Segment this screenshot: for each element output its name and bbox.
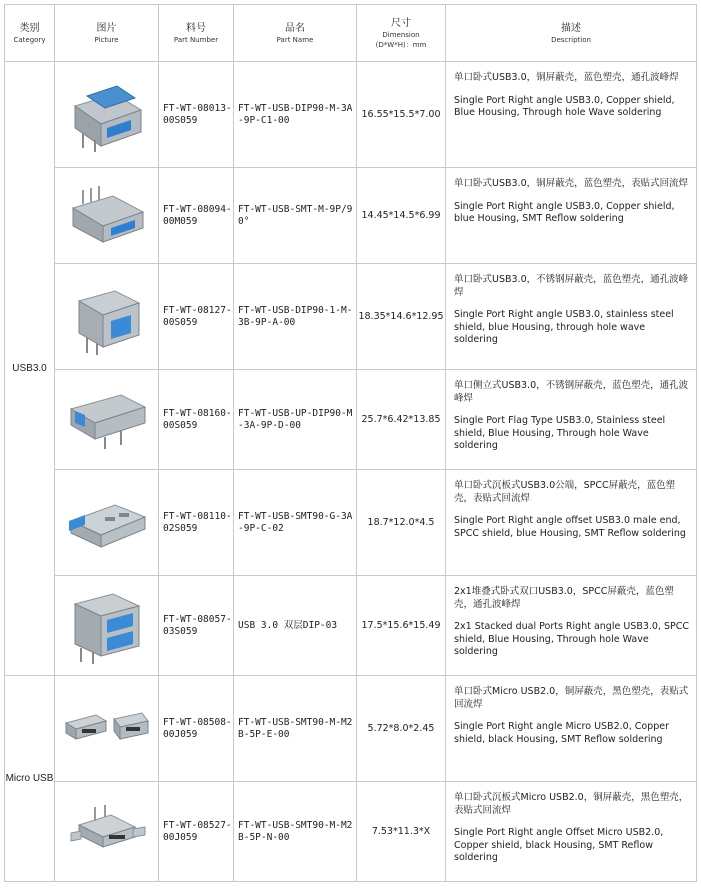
part-number: FT-WT-08057-03S059 xyxy=(159,576,234,676)
part-name: FT-WT-USB-UP-DIP90-M-3A-9P-D-00 xyxy=(234,370,357,470)
dimension: 18.7*12.0*4.5 xyxy=(357,470,446,576)
part-number: FT-WT-08094-00M059 xyxy=(159,168,234,264)
picture-cell xyxy=(55,168,159,264)
table-row xyxy=(5,576,697,676)
table-row xyxy=(5,370,697,470)
spec-table xyxy=(4,4,697,882)
usb3-b-connector-icon xyxy=(55,277,158,357)
part-number: FT-WT-08110-02S059 xyxy=(159,470,234,576)
header-category: 类别 Category xyxy=(5,5,55,62)
table-row xyxy=(5,62,697,168)
description-en: Single Port Right angle offset USB3.0 male end, SPCC shield, blue Housing, SMT Reflow soldering xyxy=(454,515,686,539)
description-cn: 单口卧式USB3.0，铜屏蔽壳，蓝色塑壳，表贴式回流焊 xyxy=(454,178,689,189)
description-cn: 单口卧式USB3.0，不锈钢屏蔽壳，蓝色塑壳，通孔波峰焊 xyxy=(454,274,689,298)
part-name: FT-WT-USB-SMT90-G-3A-9P-C-02 xyxy=(234,470,357,576)
table-row xyxy=(5,676,697,782)
dimension: 17.5*15.6*15.49 xyxy=(357,576,446,676)
description-en: Single Port Flag Type USB3.0, Stainless steel shield, Blue Housing, Through hole Wave soldering xyxy=(454,415,666,451)
description xyxy=(446,470,697,576)
description-cn: 单口卧式USB3.0，铜屏蔽壳，蓝色塑壳，通孔波峰焊 xyxy=(454,72,679,83)
micro-usb-offset-icon xyxy=(55,799,158,865)
dimension: 7.53*11.3*X xyxy=(357,782,446,882)
description xyxy=(446,264,697,370)
header-part-number: 料号 Part Number xyxy=(159,5,234,62)
usb3-smt-connector-icon xyxy=(55,180,158,252)
description xyxy=(446,62,697,168)
picture-cell xyxy=(55,62,159,168)
picture-cell xyxy=(55,264,159,370)
description-en: 2x1 Stacked dual Ports Right angle USB3.0, SPCC shield, Blue Housing, Through hole Wave soldering xyxy=(454,621,690,657)
dimension: 18.35*14.6*12.95 xyxy=(357,264,446,370)
header-part-name: 品名 Part Name xyxy=(234,5,357,62)
description-cn: 单口卧式沉板式Micro USB2.0，铜屏蔽壳，黑色塑壳，表贴式回流焊 xyxy=(454,792,689,816)
usb3-male-connector-icon xyxy=(55,487,158,559)
description xyxy=(446,676,697,782)
usb3-stacked-connector-icon xyxy=(55,586,158,666)
category-micro-usb: Micro USB xyxy=(5,676,55,882)
description-cn: 单口卧式Micro USB2.0，铜屏蔽壳，黑色塑壳，表贴式回流焊 xyxy=(454,686,689,710)
description xyxy=(446,782,697,882)
description-en: Single Port Right angle Micro USB2.0, Copper shield, black Housing, SMT Reflow soldering xyxy=(454,721,669,745)
part-name: FT-WT-USB-SMT-M-9P/90° xyxy=(234,168,357,264)
usb3-dip-connector-icon xyxy=(55,76,158,154)
part-name: FT-WT-USB-SMT90-M-M2B-5P-N-00 xyxy=(234,782,357,882)
picture-cell xyxy=(55,470,159,576)
header-dimension: 尺寸 Dimension (D*W*H)：mm xyxy=(357,5,446,62)
part-number: FT-WT-08527-00J059 xyxy=(159,782,234,882)
table-row xyxy=(5,168,697,264)
dimension: 14.45*14.5*6.99 xyxy=(357,168,446,264)
header-picture: 图片 Picture xyxy=(55,5,159,62)
header-description: 描述 Description xyxy=(446,5,697,62)
table-row xyxy=(5,782,697,882)
category-usb3: USB3.0 xyxy=(5,62,55,676)
description-en: Single Port Right angle USB3.0, Copper shield, Blue Housing, Through hole Wave soldering xyxy=(454,94,675,118)
part-name: FT-WT-USB-DIP90-1-M-3B-9P-A-00 xyxy=(234,264,357,370)
picture-cell xyxy=(55,676,159,782)
dimension: 5.72*8.0*2.45 xyxy=(357,676,446,782)
part-name: USB 3.0 双层DIP-03 xyxy=(234,576,357,676)
picture-cell xyxy=(55,370,159,470)
description-en: Single Port Right angle USB3.0, Copper shield, blue Housing, SMT Reflow soldering xyxy=(454,200,675,224)
description-cn: 单口侧立式USB3.0，不锈钢屏蔽壳，蓝色塑壳，通孔波峰焊 xyxy=(454,380,689,404)
description-cn: 单口卧式沉板式USB3.0公端，SPCC屏蔽壳，蓝色塑壳，表贴式回流焊 xyxy=(454,480,676,504)
description-en: Single Port Right angle USB3.0, stainless steel shield, blue Housing, through hole wave soldering xyxy=(454,309,674,345)
description-en: Single Port Right angle Offset Micro USB2.0, Copper shield, black Housing, SMT Reflow soldering xyxy=(454,827,664,863)
description xyxy=(446,168,697,264)
description xyxy=(446,370,697,470)
usb3-flag-connector-icon xyxy=(55,387,158,453)
part-name: FT-WT-USB-DIP90-M-3A-9P-C1-00 xyxy=(234,62,357,168)
table-row xyxy=(5,470,697,576)
part-number: FT-WT-08127-00S059 xyxy=(159,264,234,370)
description xyxy=(446,576,697,676)
picture-cell xyxy=(55,576,159,676)
part-number: FT-WT-08160-00S059 xyxy=(159,370,234,470)
table-header-row xyxy=(5,5,697,62)
picture-cell xyxy=(55,782,159,882)
dimension: 16.55*15.5*7.00 xyxy=(357,62,446,168)
part-number: FT-WT-08508-00J059 xyxy=(159,676,234,782)
description-cn: 2x1堆叠式卧式双口USB3.0，SPCC屏蔽壳，蓝色塑壳，通孔波峰焊 xyxy=(454,586,674,610)
part-name: FT-WT-USB-SMT90-M-M2B-5P-E-00 xyxy=(234,676,357,782)
part-number: FT-WT-08013-00S059 xyxy=(159,62,234,168)
micro-usb-pair-icon xyxy=(55,699,158,759)
table-row xyxy=(5,264,697,370)
dimension: 25.7*6.42*13.85 xyxy=(357,370,446,470)
